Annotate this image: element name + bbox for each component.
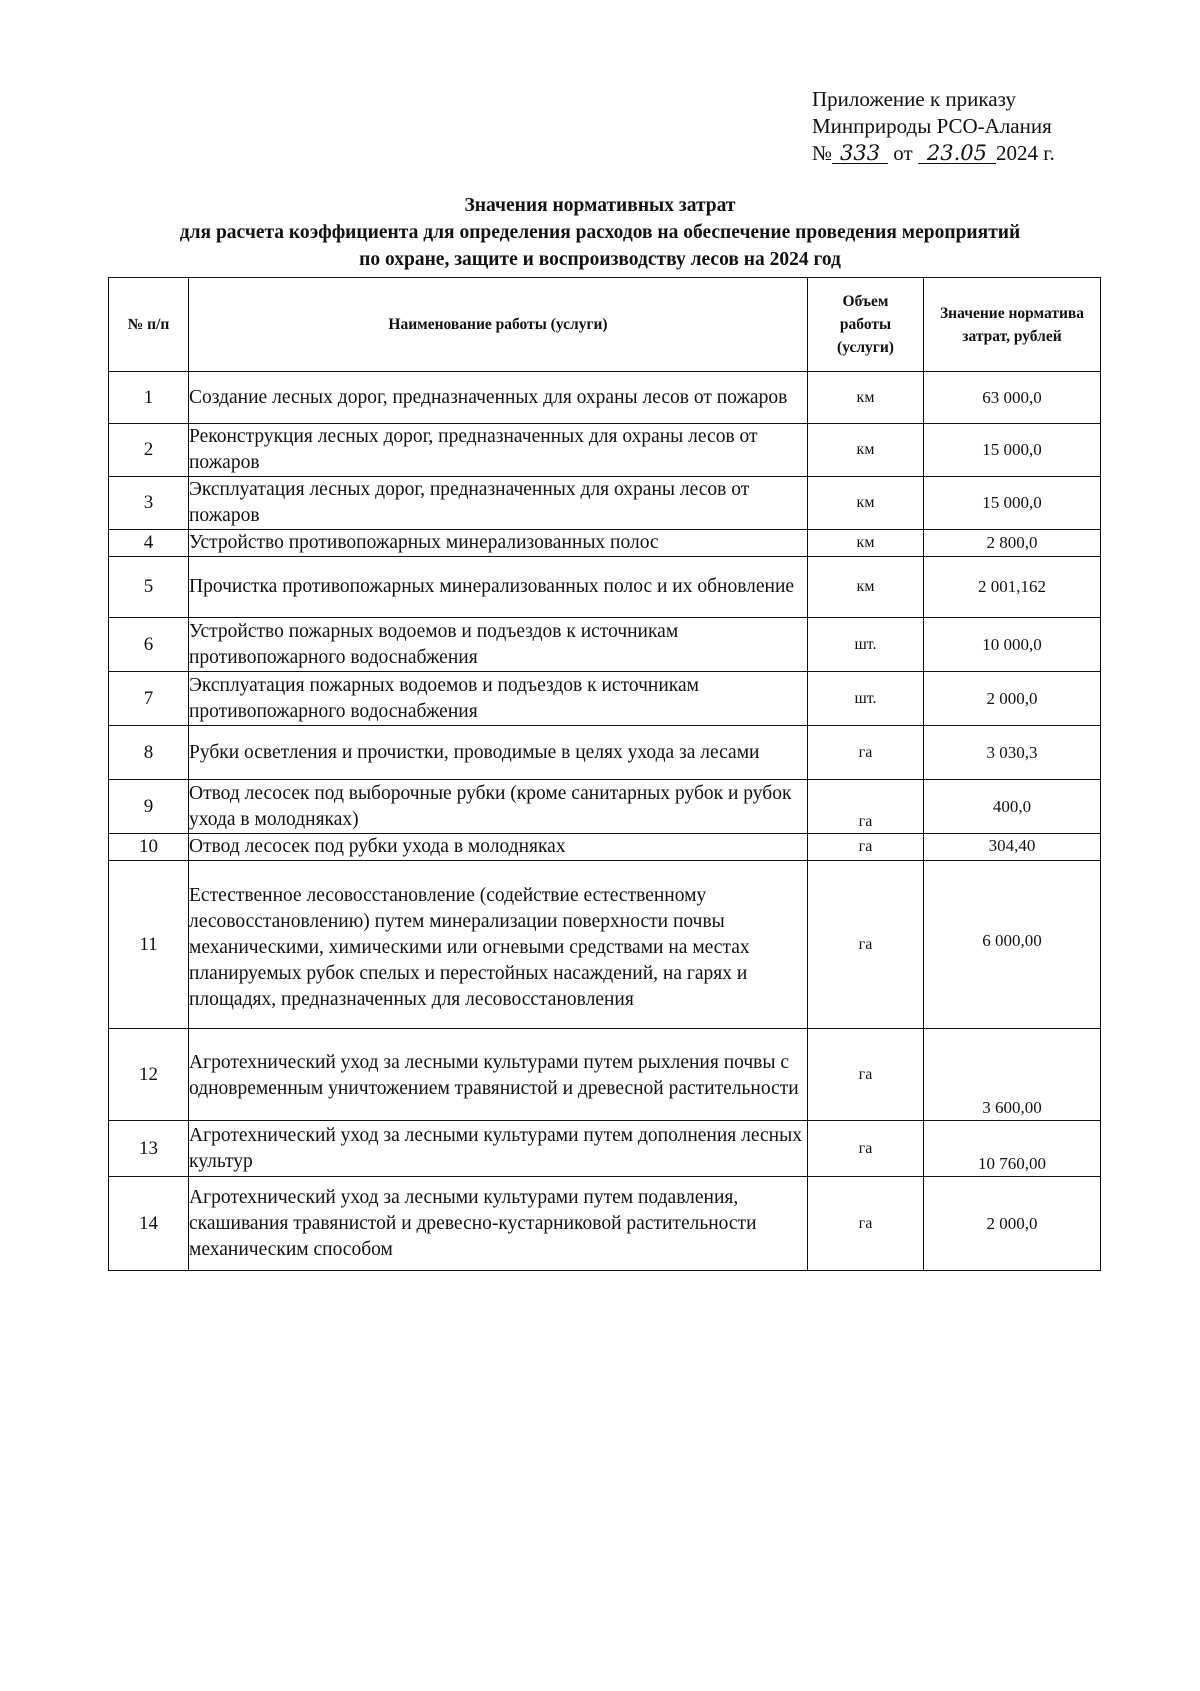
row-num: 4 <box>109 530 189 557</box>
row-value: 63 000,0 <box>924 372 1101 424</box>
appendix-line-1: Приложение к приказу <box>812 87 1016 111</box>
row-num: 13 <box>109 1121 189 1177</box>
table-row <box>109 834 1101 861</box>
header-value: Значение норматива затрат, рублей <box>924 278 1101 372</box>
table-row <box>109 424 1101 477</box>
row-value: 3 030,3 <box>924 726 1101 780</box>
row-num: 12 <box>109 1029 189 1121</box>
header-name: Наименование работы (услуги) <box>189 278 808 372</box>
row-name: Рубки осветления и прочистки, проводимые в целях ухода за лесами <box>189 726 808 780</box>
table-header-row <box>109 278 1101 372</box>
table-row <box>109 1121 1101 1177</box>
table-row <box>109 861 1101 1029</box>
title-line-2: для расчета коэффициента для определения расходов на обеспечение проведения мероприятий <box>179 222 1021 243</box>
table-row <box>109 618 1101 672</box>
header-unit: Объем работы (услуги) <box>808 278 924 372</box>
row-value: 304,40 <box>924 834 1101 861</box>
row-name: Создание лесных дорог, предназначенных для охраны лесов от пожаров <box>189 372 808 424</box>
appendix-order-line <box>812 140 1055 167</box>
row-unit: га <box>808 726 924 780</box>
table-row <box>109 372 1101 424</box>
row-value: 3 600,00 <box>924 1029 1101 1121</box>
row-value: 400,0 <box>924 780 1101 834</box>
row-value: 2 001,162 <box>924 557 1101 618</box>
row-value: 10 000,0 <box>924 618 1101 672</box>
row-unit: га <box>808 861 924 1029</box>
row-unit: га <box>808 780 924 834</box>
row-num: 9 <box>109 780 189 834</box>
row-unit: га <box>808 1177 924 1271</box>
row-name: Эксплуатация пожарных водоемов и подъездов к источникам противопожарного водоснабжения <box>189 672 808 726</box>
row-num: 11 <box>109 861 189 1029</box>
order-date-prefix: от <box>893 141 913 165</box>
row-name: Агротехнический уход за лесными культурами путем дополнения лесных культур <box>189 1121 808 1177</box>
row-name: Устройство пожарных водоемов и подъездов к источникам противопожарного водоснабжения <box>189 618 808 672</box>
row-value: 15 000,0 <box>924 424 1101 477</box>
appendix-line-2: Минприроды РСО-Алания <box>812 114 1052 138</box>
row-value: 2 000,0 <box>924 1177 1101 1271</box>
table-row <box>109 726 1101 780</box>
order-year: 2024 г. <box>995 141 1055 165</box>
row-unit: км <box>808 530 924 557</box>
table-row <box>109 530 1101 557</box>
title-line-3: по охране, защите и воспроизводству лесов на 2024 год <box>359 249 841 270</box>
row-value: 15 000,0 <box>924 477 1101 530</box>
row-num: 6 <box>109 618 189 672</box>
row-num: 14 <box>109 1177 189 1271</box>
row-name: Агротехнический уход за лесными культурами путем рыхления почвы с одновременным уничтожением травянистой и древесной растительности <box>189 1029 808 1121</box>
row-value: 10 760,00 <box>924 1121 1101 1177</box>
row-name: Отвод лесосек под выборочные рубки (кроме санитарных рубок и рубок ухода в молодняках) <box>189 780 808 834</box>
row-name: Естественное лесовосстановление (содействие естественному лесовосстановлению) путем минерализации поверхности почвы механическими, химическими или огневыми средствами на местах планируемых рубок спелых и перестойных насаждений, на гарях и площадях, предназначенных для лесовосстановления <box>189 861 808 1029</box>
row-name: Реконструкция лесных дорог, предназначенных для охраны лесов от пожаров <box>189 424 808 477</box>
row-num: 8 <box>109 726 189 780</box>
row-value: 6 000,00 <box>924 861 1101 1029</box>
table-row <box>109 672 1101 726</box>
table-row <box>109 1029 1101 1121</box>
row-unit: км <box>808 557 924 618</box>
row-num: 3 <box>109 477 189 530</box>
table-row <box>109 557 1101 618</box>
row-name: Отвод лесосек под рубки ухода в молодняках <box>189 834 808 861</box>
row-name: Агротехнический уход за лесными культурами путем подавления, скашивания травянистой и древесно-кустарниковой растительности механическим способом <box>189 1177 808 1271</box>
row-num: 2 <box>109 424 189 477</box>
appendix-header <box>812 86 1055 167</box>
order-number-prefix: № <box>812 141 833 165</box>
table-row <box>109 477 1101 530</box>
order-date: 23.05 <box>918 143 996 164</box>
row-num: 7 <box>109 672 189 726</box>
document-title <box>100 192 1100 273</box>
row-unit: км <box>808 424 924 477</box>
table-row <box>109 1177 1101 1271</box>
row-name: Прочистка противопожарных минерализованных полос и их обновление <box>189 557 808 618</box>
order-number: 333 <box>832 143 888 164</box>
title-line-1: Значения нормативных затрат <box>464 195 736 216</box>
row-name: Устройство противопожарных минерализованных полос <box>189 530 808 557</box>
row-name: Эксплуатация лесных дорог, предназначенных для охраны лесов от пожаров <box>189 477 808 530</box>
row-value: 2 000,0 <box>924 672 1101 726</box>
row-unit: км <box>808 477 924 530</box>
norms-table <box>108 277 1101 1271</box>
table-row <box>109 780 1101 834</box>
row-unit: шт. <box>808 672 924 726</box>
header-num: № п/п <box>109 278 189 372</box>
row-unit: км <box>808 372 924 424</box>
row-value: 2 800,0 <box>924 530 1101 557</box>
row-num: 5 <box>109 557 189 618</box>
row-unit: шт. <box>808 618 924 672</box>
row-unit: га <box>808 834 924 861</box>
row-unit: га <box>808 1029 924 1121</box>
row-unit: га <box>808 1121 924 1177</box>
row-num: 1 <box>109 372 189 424</box>
row-num: 10 <box>109 834 189 861</box>
